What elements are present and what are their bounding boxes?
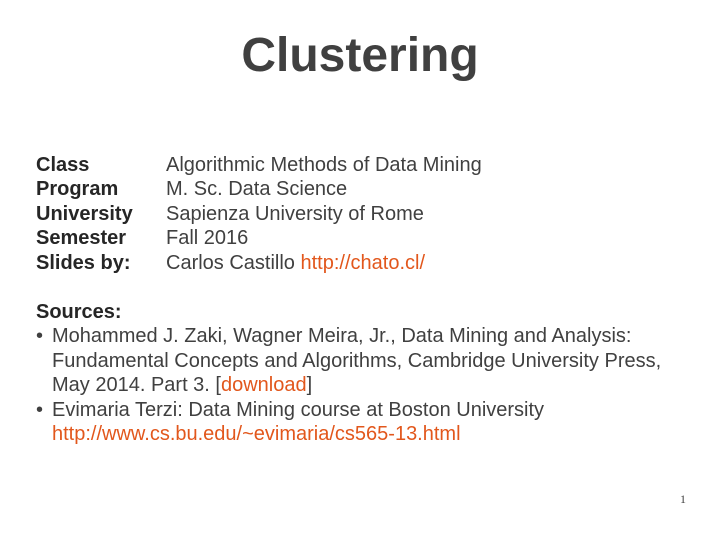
source-citation: Evimaria Terzi: Data Mining course at Boston University [52, 398, 545, 421]
source-suffix: ] [306, 374, 313, 397]
slide-title: Clustering [241, 29, 479, 82]
source-item [36, 398, 696, 447]
info-row-program [36, 177, 482, 201]
bullet-icon: • [36, 398, 44, 421]
info-value: Sapienza University of Rome [166, 202, 424, 225]
info-row-class [36, 153, 482, 177]
source-text [52, 324, 696, 397]
source-item [36, 324, 696, 397]
bullet-icon: • [36, 325, 44, 348]
info-value: Algorithmic Methods of Data Mining [166, 154, 482, 176]
course-page-link[interactable]: http://www.cs.bu.edu/~evimaria/cs565-13.html [52, 423, 461, 446]
info-row-university [36, 202, 482, 226]
info-row-semester [36, 226, 482, 250]
course-info-table [36, 153, 482, 275]
author-name: Carlos Castillo [166, 251, 301, 274]
info-value [166, 251, 425, 275]
info-key: Semester [36, 227, 127, 250]
info-value: Fall 2016 [166, 227, 249, 250]
source-citation: Mohammed J. Zaki, Wagner Meira, Jr., Data Mining and Analysis: Fundamental Concepts and Algorithms, Cambridge University Press, May 2014. Part 3. [ [52, 325, 662, 397]
source-text [52, 398, 696, 447]
info-value: M. Sc. Data Science [166, 178, 348, 201]
author-homepage-link[interactable]: http://chato.cl/ [300, 251, 425, 274]
download-link[interactable]: download [220, 374, 307, 397]
sources-section [36, 300, 696, 446]
sources-heading: Sources: [36, 301, 122, 323]
info-key: Class [36, 154, 90, 176]
info-key: University [36, 202, 133, 225]
page-number: 1 [680, 492, 686, 506]
info-key: Slides by: [36, 251, 131, 274]
info-row-slides-by [36, 251, 482, 275]
info-key: Program [36, 178, 119, 201]
